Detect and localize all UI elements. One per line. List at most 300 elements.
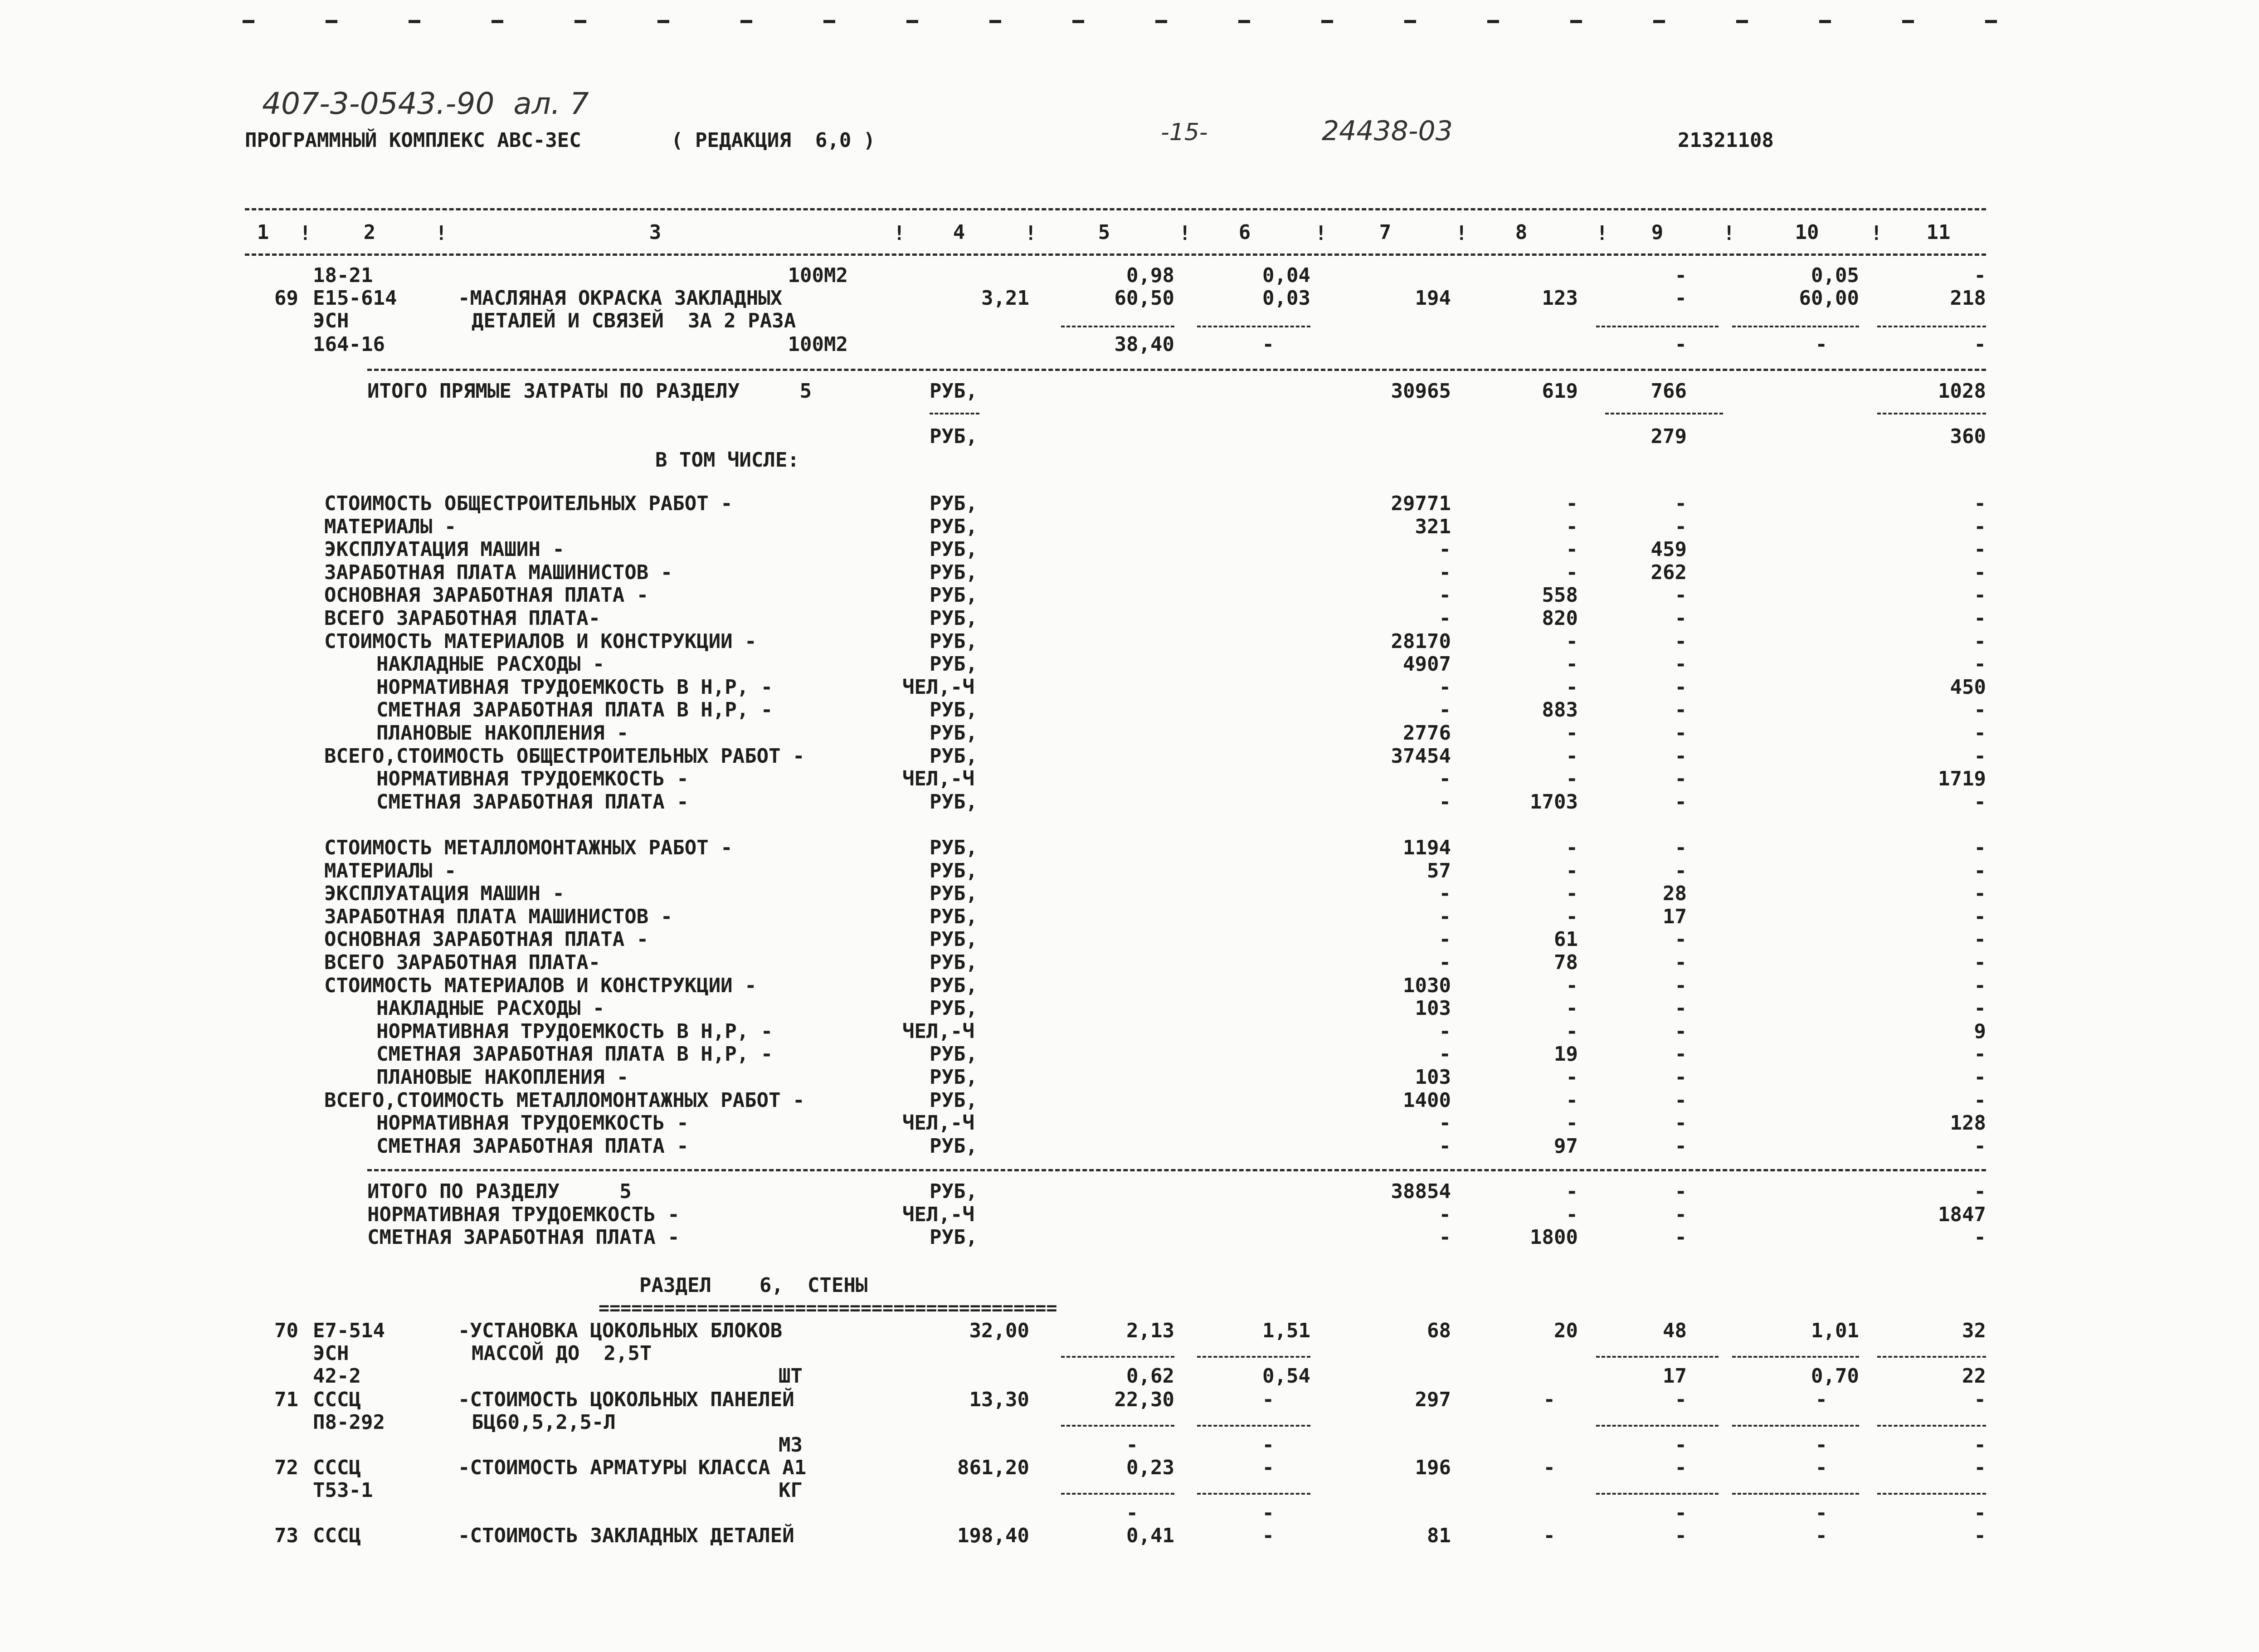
- cell-c5: -: [1126, 1501, 1138, 1525]
- cell-c11: -: [1974, 1180, 1986, 1203]
- cell-c7: 68: [1427, 1319, 1451, 1342]
- subrule: [1061, 1425, 1174, 1427]
- unit-label: РУБ,: [930, 1226, 978, 1249]
- cell-c9: -: [1675, 1088, 1687, 1112]
- cell-c11: -: [1974, 951, 1986, 974]
- col-separator: !: [435, 222, 448, 245]
- col-separator: !: [1723, 222, 1735, 245]
- cell-c11: 1028: [1938, 380, 1986, 403]
- col-header-2: 2: [363, 221, 376, 244]
- cell-c7: -: [1439, 1019, 1451, 1043]
- unit-label: РУБ,: [930, 425, 978, 448]
- header-bottom-rule: [245, 253, 1986, 256]
- cell-c8: 97: [1554, 1134, 1578, 1158]
- cell-c9: -: [1675, 1501, 1687, 1525]
- entry-number: 71: [274, 1388, 298, 1411]
- cell-c7: 81: [1427, 1524, 1451, 1547]
- cell-c9: -: [1675, 698, 1687, 722]
- cell-c7: -: [1439, 951, 1451, 974]
- row-label: СТОИМОСТЬ ОБЩЕСТРОИТЕЛЬНЫХ РАБОТ -: [324, 492, 733, 515]
- unit-label: РУБ,: [930, 492, 978, 515]
- handwritten-page-number: -15-: [1161, 119, 1208, 146]
- cell-c8: -: [1566, 974, 1578, 997]
- entry-unit: М3: [779, 1433, 803, 1457]
- cell-c10: -: [1815, 1501, 1827, 1525]
- cell-c9: 279: [1650, 425, 1687, 448]
- col-header-6: 6: [1238, 221, 1251, 244]
- cell-c11: -: [1974, 560, 1986, 584]
- cell-c7: -: [1439, 698, 1451, 722]
- row-label: ВСЕГО ЗАРАБОТНАЯ ПЛАТА-: [324, 607, 601, 630]
- cell-c6: 0,54: [1262, 1364, 1310, 1388]
- unit-label: ЧЕЛ,-Ч: [902, 675, 974, 699]
- cell-c11: 22: [1962, 1364, 1986, 1388]
- unit-label: РУБ,: [930, 721, 978, 745]
- cell-c11: -: [1974, 997, 1986, 1020]
- cell-c9: -: [1675, 721, 1687, 745]
- cell-c8: -: [1543, 1388, 1555, 1411]
- cell-c9: -: [1675, 1180, 1687, 1203]
- entry-description: -МАСЛЯНАЯ ОКРАСКА ЗАКЛАДНЫХ: [458, 287, 783, 310]
- cell-c8: -: [1566, 1088, 1578, 1112]
- cell-c11: -: [1974, 629, 1986, 653]
- entry-number: 70: [274, 1319, 298, 1342]
- cell-c10: -: [1815, 1524, 1827, 1547]
- cell-c7: 194: [1415, 287, 1451, 310]
- cell-c7: -: [1439, 560, 1451, 584]
- cell-c8: -: [1566, 859, 1578, 882]
- cell-c5: 0,23: [1126, 1456, 1174, 1479]
- cell-c11: -: [1974, 607, 1986, 630]
- unit-label: РУБ,: [930, 1134, 978, 1158]
- cell-c8: 78: [1554, 951, 1578, 974]
- cell-c7: 321: [1415, 515, 1451, 538]
- unit-label: РУБ,: [930, 653, 978, 676]
- cell-c11: -: [1974, 1226, 1986, 1249]
- cell-c7: 4907: [1403, 653, 1451, 676]
- cell-c11: -: [1974, 492, 1986, 515]
- handwritten-code: 24438-03: [1322, 115, 1453, 147]
- entry-code: СССЦ: [313, 1456, 361, 1479]
- entry-description: -УСТАНОВКА ЦОКОЛЬНЫХ БЛОКОВ: [458, 1319, 783, 1342]
- entry-description: ДЕТАЛЕЙ И СВЯЗЕЙ ЗА 2 РАЗА: [472, 309, 796, 332]
- cell-c10: -: [1815, 1433, 1827, 1457]
- cell-c9: -: [1675, 767, 1687, 791]
- cell-c9: -: [1675, 492, 1687, 515]
- unit-label: РУБ,: [930, 698, 978, 722]
- subrule: [1061, 1493, 1174, 1495]
- cell-c11: -: [1974, 928, 1986, 951]
- cell-c9: -: [1675, 287, 1687, 310]
- cell-c7: -: [1439, 1226, 1451, 1249]
- col-header-10: 10: [1795, 221, 1819, 244]
- cell-c8: -: [1566, 836, 1578, 859]
- cell-c7: 103: [1415, 1066, 1451, 1089]
- cell-c8: -: [1566, 629, 1578, 653]
- cell-c11: -: [1974, 1134, 1986, 1158]
- subrule: [1877, 326, 1986, 327]
- cell-c7: -: [1439, 790, 1451, 814]
- unit-label: ЧЕЛ,-Ч: [902, 1019, 974, 1043]
- row-label: ЗАРАБОТНАЯ ПЛАТА МАШИНИСТОВ -: [324, 560, 673, 584]
- total-direct-label: ИТОГО ПРЯМЫЕ ЗАТРАТЫ ПО РАЗДЕЛУ 5: [367, 380, 812, 403]
- col-header-4: 4: [953, 221, 965, 244]
- col-header-8: 8: [1515, 221, 1528, 244]
- cell-c11: -: [1974, 974, 1986, 997]
- cell-c8: 1703: [1530, 790, 1578, 814]
- entry-quantity: 198,40: [957, 1524, 1029, 1547]
- entry-description: -СТОИМОСТЬ ЗАКЛАДНЫХ ДЕТАЛЕЙ: [458, 1524, 794, 1547]
- row-label: ЭКСПЛУАТАЦИЯ МАШИН -: [324, 538, 565, 561]
- cell-c10: 1,01: [1811, 1319, 1859, 1342]
- entry-description: МАССОЙ ДО 2,5Т: [472, 1342, 652, 1365]
- entry-code: СССЦ: [313, 1524, 361, 1547]
- cell-c9: -: [1675, 515, 1687, 538]
- cell-c7: 103: [1415, 997, 1451, 1020]
- header-top-rule: [245, 208, 1986, 210]
- row-label: МАТЕРИАЛЫ -: [324, 515, 457, 538]
- unit-label: РУБ,: [930, 380, 978, 403]
- cell-c11: -: [1974, 698, 1986, 722]
- cell-c9: -: [1675, 1388, 1687, 1411]
- cell-c7: -: [1439, 584, 1451, 607]
- cell-c8: -: [1566, 905, 1578, 928]
- cell-c6: -: [1262, 1524, 1274, 1547]
- cell-c7: 297: [1415, 1388, 1451, 1411]
- unit-label: РУБ,: [930, 974, 978, 997]
- cell-c5: 38,40: [1114, 333, 1174, 356]
- cell-c11: -: [1974, 721, 1986, 745]
- cell-c11: -: [1974, 264, 1986, 287]
- row-label: СМЕТНАЯ ЗАРАБОТНАЯ ПЛАТА В Н,Р, -: [376, 698, 773, 722]
- entry-unit: ШТ: [779, 1364, 803, 1388]
- cell-c8: -: [1566, 1019, 1578, 1043]
- cell-c7: 2776: [1403, 721, 1451, 745]
- unit-label: ЧЕЛ,-Ч: [902, 1203, 974, 1226]
- cell-c11: 1719: [1938, 767, 1986, 791]
- cell-c9: -: [1675, 1134, 1687, 1158]
- cell-c11: -: [1974, 1066, 1986, 1089]
- program-edition: ( РЕДАКЦИЯ 6,0 ): [671, 129, 876, 152]
- entry-number: 73: [274, 1524, 298, 1547]
- cell-c8: -: [1566, 675, 1578, 699]
- cell-c5: 2,13: [1126, 1319, 1174, 1342]
- cell-c8: -: [1566, 721, 1578, 745]
- cell-c7: -: [1439, 905, 1451, 928]
- cell-c9: -: [1675, 997, 1687, 1020]
- cell-c6: -: [1262, 1433, 1274, 1457]
- cell-c9: 17: [1663, 905, 1687, 928]
- cell-c9: -: [1675, 790, 1687, 814]
- handwritten-doc-code: 407-3-0543.-90 ал. 7: [262, 86, 589, 121]
- cell-c6: 1,51: [1262, 1319, 1310, 1342]
- subrule: [1732, 1425, 1859, 1427]
- cell-c6: -: [1262, 1456, 1274, 1479]
- subrule: [1605, 413, 1723, 414]
- cell-c5: 0,98: [1126, 264, 1174, 287]
- cell-c7: -: [1439, 1043, 1451, 1066]
- cell-c9: -: [1675, 1524, 1687, 1547]
- entry-quantity: 861,20: [957, 1456, 1029, 1479]
- cell-c9: -: [1675, 584, 1687, 607]
- cell-c9: 459: [1650, 538, 1687, 561]
- subrule: [1732, 1356, 1859, 1358]
- subrule: [1596, 1493, 1719, 1495]
- subrule: [930, 413, 979, 414]
- row-label: ОСНОВНАЯ ЗАРАБОТНАЯ ПЛАТА -: [324, 584, 649, 607]
- col-header-9: 9: [1651, 221, 1664, 244]
- unit-label: РУБ,: [930, 928, 978, 951]
- row-label: СМЕТНАЯ ЗАРАБОТНАЯ ПЛАТА -: [376, 790, 689, 814]
- subrule: [1061, 326, 1174, 327]
- cell-c9: -: [1675, 333, 1687, 356]
- cell-c8: -: [1566, 538, 1578, 561]
- cell-c11: -: [1974, 584, 1986, 607]
- cell-c5: -: [1126, 1433, 1138, 1457]
- entry-number: 72: [274, 1456, 298, 1479]
- cell-c11: 1847: [1938, 1203, 1986, 1226]
- unit-label: РУБ,: [930, 905, 978, 928]
- cell-c6: -: [1262, 1501, 1274, 1525]
- section-rule: [367, 1169, 1986, 1171]
- col-separator: !: [1315, 222, 1327, 245]
- entry-quantity: 13,30: [969, 1388, 1029, 1411]
- cell-c8: -: [1566, 515, 1578, 538]
- cell-c9: 17: [1663, 1364, 1687, 1388]
- cell-c11: -: [1974, 1456, 1986, 1479]
- entry-code: Е7-514: [313, 1319, 385, 1342]
- cell-c8: -: [1566, 1111, 1578, 1135]
- row-label: НОРМАТИВНАЯ ТРУДОЕМКОСТЬ В Н,Р, -: [376, 675, 773, 699]
- cell-c10: -: [1815, 1456, 1827, 1479]
- cell-c9: -: [1675, 629, 1687, 653]
- subrule: [1596, 1425, 1719, 1427]
- unit-label: РУБ,: [930, 997, 978, 1020]
- col-separator: !: [1456, 222, 1468, 245]
- cell-c5: 0,41: [1126, 1524, 1174, 1547]
- cell-c7: -: [1439, 607, 1451, 630]
- cell-c9: -: [1675, 744, 1687, 768]
- cell-c11: -: [1974, 859, 1986, 882]
- cell-c8: 619: [1542, 380, 1578, 403]
- row-label: НОРМАТИВНАЯ ТРУДОЕМКОСТЬ -: [367, 1203, 680, 1226]
- cell-c8: -: [1566, 560, 1578, 584]
- cell-c9: -: [1675, 264, 1687, 287]
- cell-c7: 1194: [1403, 836, 1451, 859]
- entry-code: 164-16: [313, 333, 385, 356]
- row-label: ЭКСПЛУАТАЦИЯ МАШИН -: [324, 882, 565, 906]
- subrule: [1877, 1493, 1986, 1495]
- row-label: ОСНОВНАЯ ЗАРАБОТНАЯ ПЛАТА -: [324, 928, 649, 951]
- cell-c11: -: [1974, 333, 1986, 356]
- cell-c11: -: [1974, 538, 1986, 561]
- entry-description: -СТОИМОСТЬ АРМАТУРЫ КЛАССА А1: [458, 1456, 807, 1479]
- cell-c11: 9: [1974, 1019, 1986, 1043]
- cell-c8: 19: [1554, 1043, 1578, 1066]
- row-label: СМЕТНАЯ ЗАРАБОТНАЯ ПЛАТА В Н,Р, -: [376, 1043, 773, 1066]
- cell-c8: -: [1566, 997, 1578, 1020]
- subrule: [1877, 1425, 1986, 1427]
- cell-c11: -: [1974, 1043, 1986, 1066]
- cell-c5: 60,50: [1114, 287, 1174, 310]
- cell-c7: -: [1439, 538, 1451, 561]
- cell-c9: -: [1675, 859, 1687, 882]
- cell-c7: 29771: [1391, 492, 1451, 515]
- section-6-title: РАЗДЕЛ 6, СТЕНЫ: [639, 1274, 868, 1297]
- cell-c9: -: [1675, 1433, 1687, 1457]
- cell-c8: 1800: [1530, 1226, 1578, 1249]
- cell-c6: 0,03: [1262, 287, 1310, 310]
- entry-pre-code: 18-21: [313, 264, 373, 287]
- cell-c9: -: [1675, 675, 1687, 699]
- cell-c10: 60,00: [1799, 287, 1859, 310]
- col-separator: !: [1596, 222, 1608, 245]
- subrule: [1877, 1356, 1986, 1358]
- cell-c8: -: [1566, 1066, 1578, 1089]
- entry-quantity: 32,00: [969, 1319, 1029, 1342]
- cell-c11: -: [1974, 882, 1986, 906]
- cell-c7: -: [1439, 767, 1451, 791]
- row-label: НОРМАТИВНАЯ ТРУДОЕМКОСТЬ В Н,Р, -: [376, 1019, 773, 1043]
- entry-pre-unit: 100М2: [788, 264, 848, 287]
- col-header-3: 3: [649, 221, 662, 244]
- cell-c11: -: [1974, 1501, 1986, 1525]
- entry-description: -СТОИМОСТЬ ЦОКОЛЬНЫХ ПАНЕЛЕЙ: [458, 1388, 794, 1411]
- col-separator: !: [299, 222, 312, 245]
- cell-c9: -: [1675, 974, 1687, 997]
- cell-c9: -: [1675, 1203, 1687, 1226]
- entry-number: 69: [274, 287, 298, 310]
- entry-quantity: 3,21: [981, 287, 1029, 310]
- cell-c11: 128: [1950, 1111, 1986, 1135]
- row-label: СТОИМОСТЬ МАТЕРИАЛОВ И КОНСТРУКЦИИ -: [324, 974, 757, 997]
- cell-c5: 22,30: [1114, 1388, 1174, 1411]
- col-header-5: 5: [1098, 221, 1110, 244]
- cell-c11: -: [1974, 790, 1986, 814]
- cell-c11: -: [1974, 653, 1986, 676]
- cell-c11: -: [1974, 1524, 1986, 1547]
- program-title: ПРОГРАММНЫЙ КОМПЛЕКС АВС-3ЕС: [245, 129, 581, 152]
- unit-label: РУБ,: [930, 1180, 978, 1203]
- cell-c7: 30965: [1391, 380, 1451, 403]
- document-number: 21321108: [1678, 129, 1774, 152]
- cell-c6: -: [1262, 1388, 1274, 1411]
- row-label: ИТОГО ПО РАЗДЕЛУ 5: [367, 1180, 632, 1203]
- col-header-1: 1: [257, 221, 269, 244]
- cell-c9: 48: [1663, 1319, 1687, 1342]
- cell-c8: -: [1566, 1203, 1578, 1226]
- col-separator: !: [1179, 222, 1191, 245]
- entry-code: Т53-1: [313, 1479, 373, 1502]
- cell-c11: -: [1974, 1433, 1986, 1457]
- subrule: [1197, 1356, 1310, 1358]
- unit-label: РУБ,: [930, 882, 978, 906]
- subrule: [1197, 1493, 1310, 1495]
- cell-c11: 360: [1950, 425, 1986, 448]
- cell-c8: 20: [1554, 1319, 1578, 1342]
- cell-c8: 123: [1542, 287, 1578, 310]
- cell-c7: -: [1439, 675, 1451, 699]
- cell-c8: -: [1566, 1180, 1578, 1203]
- cell-c9: -: [1675, 836, 1687, 859]
- cell-c9: -: [1675, 1019, 1687, 1043]
- cell-c8: -: [1543, 1524, 1555, 1547]
- subrule: [1197, 326, 1310, 327]
- cell-c7: 1030: [1403, 974, 1451, 997]
- cell-c8: 61: [1554, 928, 1578, 951]
- row-label: НАКЛАДНЫЕ РАСХОДЫ -: [376, 653, 605, 676]
- cell-c7: 28170: [1391, 629, 1451, 653]
- cell-c10: -: [1815, 333, 1827, 356]
- unit-label: РУБ,: [930, 629, 978, 653]
- subrule: [1732, 326, 1859, 327]
- cell-c10: 0,05: [1811, 264, 1859, 287]
- unit-label: ЧЕЛ,-Ч: [902, 767, 974, 791]
- unit-label: РУБ,: [930, 584, 978, 607]
- entry-code: ЭСН: [313, 1342, 349, 1365]
- row-label: ВСЕГО,СТОИМОСТЬ МЕТАЛЛОМОНТАЖНЫХ РАБОТ -: [324, 1088, 805, 1112]
- cell-c11: -: [1974, 1388, 1986, 1411]
- cell-c6: -: [1262, 333, 1274, 356]
- unit-label: РУБ,: [930, 1043, 978, 1066]
- cell-c11: -: [1974, 836, 1986, 859]
- entry-code: Е15-614: [313, 287, 397, 310]
- cell-c7: -: [1439, 1134, 1451, 1158]
- row-label: ЗАРАБОТНАЯ ПЛАТА МАШИНИСТОВ -: [324, 905, 673, 928]
- cell-c7: -: [1439, 928, 1451, 951]
- cell-c7: 37454: [1391, 744, 1451, 768]
- subrule: [1877, 413, 1986, 414]
- cell-c7: 38854: [1391, 1180, 1451, 1203]
- col-separator: !: [1870, 222, 1883, 245]
- unit-label: РУБ,: [930, 515, 978, 538]
- row-label: ВСЕГО,СТОИМОСТЬ ОБЩЕСТРОИТЕЛЬНЫХ РАБОТ -: [324, 744, 805, 768]
- row-label: СМЕТНАЯ ЗАРАБОТНАЯ ПЛАТА -: [367, 1226, 680, 1249]
- col-header-11: 11: [1926, 221, 1951, 244]
- row-label: НОРМАТИВНАЯ ТРУДОЕМКОСТЬ -: [376, 767, 689, 791]
- unit-label: РУБ,: [930, 607, 978, 630]
- entry-code: СССЦ: [313, 1388, 361, 1411]
- cell-c7: 1400: [1403, 1088, 1451, 1112]
- cell-c6: 0,04: [1262, 264, 1310, 287]
- cell-c9: -: [1675, 1111, 1687, 1135]
- col-separator: !: [1025, 222, 1037, 245]
- entry-code: 42-2: [313, 1364, 361, 1388]
- row-label: ПЛАНОВЫЕ НАКОПЛЕНИЯ -: [376, 721, 629, 745]
- cell-c9: -: [1675, 928, 1687, 951]
- cell-c8: -: [1566, 744, 1578, 768]
- cell-c8: -: [1566, 767, 1578, 791]
- section-6-underline: ==========================================: [599, 1298, 1057, 1319]
- entry-code: ЭСН: [313, 309, 349, 332]
- cell-c11: 450: [1950, 675, 1986, 699]
- entry-description: БЦ60,5,2,5-Л: [472, 1411, 616, 1434]
- cell-c9: 766: [1650, 380, 1687, 403]
- cell-c7: 196: [1415, 1456, 1451, 1479]
- subrule: [1197, 1425, 1310, 1427]
- cell-c11: -: [1974, 905, 1986, 928]
- cell-c9: -: [1675, 1043, 1687, 1066]
- row-label: СМЕТНАЯ ЗАРАБОТНАЯ ПЛАТА -: [376, 1134, 689, 1158]
- unit-label: РУБ,: [930, 859, 978, 882]
- unit-label: ЧЕЛ,-Ч: [902, 1111, 974, 1135]
- cell-c8: -: [1566, 492, 1578, 515]
- unit-label: РУБ,: [930, 790, 978, 814]
- cell-c9: -: [1675, 1456, 1687, 1479]
- unit-label: РУБ,: [930, 1088, 978, 1112]
- cell-c11: 218: [1950, 287, 1986, 310]
- row-label: НАКЛАДНЫЕ РАСХОДЫ -: [376, 997, 605, 1020]
